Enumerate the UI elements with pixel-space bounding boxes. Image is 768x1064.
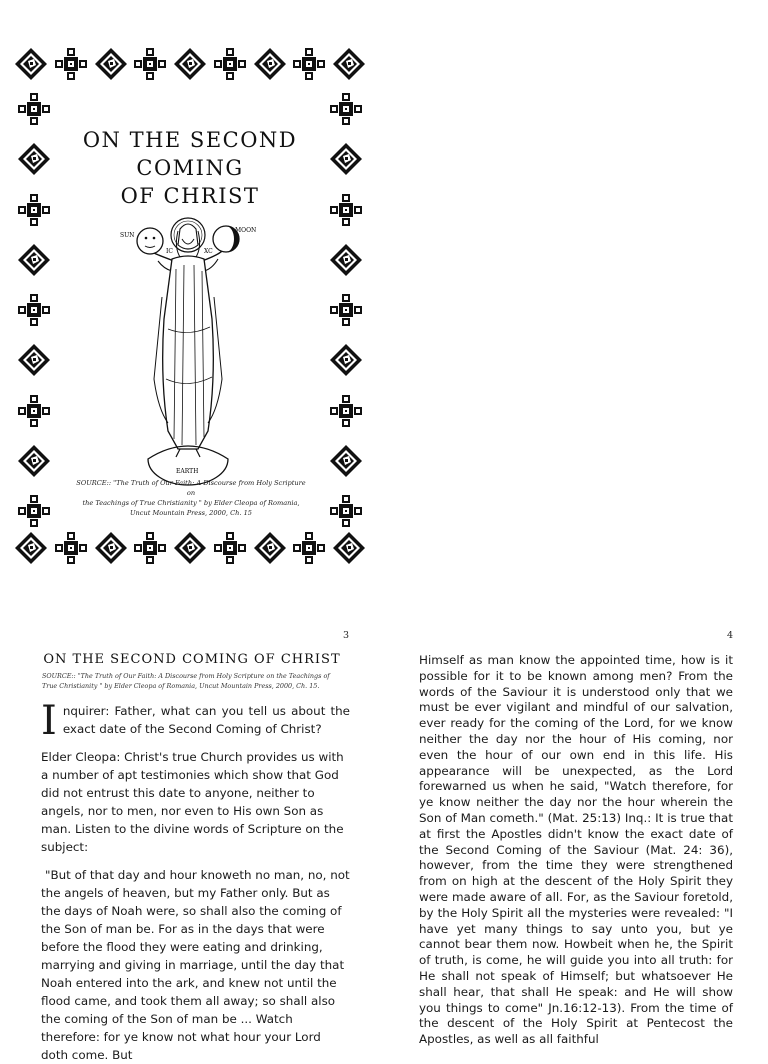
diamond-ornament-icon: [332, 531, 366, 565]
diamond-ornament-icon: [94, 531, 128, 565]
ic-label: IC: [166, 248, 173, 255]
cross-ornament-icon: [292, 531, 326, 565]
diamond-ornament-icon: [94, 47, 128, 81]
question-text: nquirer: Father, what can you tell us about the exact date of the Second Coming of Christ?: [62, 704, 350, 736]
xc-label: XC: [204, 248, 213, 255]
diamond-ornament-icon: [329, 243, 363, 277]
diamond-ornament-icon: [329, 142, 363, 176]
ornament-border-bottom: [14, 528, 366, 568]
diamond-ornament-icon: [332, 47, 366, 81]
ornament-border-left: [14, 92, 54, 528]
scripture-quote: "But of that day and hour knoweth no man, no, not the angels of heaven, but my Father only. But as the days of Noah were, so shall also the coming of the Son of man be. For as in the days that were before the flood they were eating and drinking, marrying and giving in marriage, until the day that Noah entered into the ark, and knew not until the flood came, and took them all away; so shall also the coming of the Son of man be ... Watch therefore: for ye know not what hour your Lord doth come. But: [41, 868, 350, 1062]
cross-ornament-icon: [329, 92, 363, 126]
diamond-ornament-icon: [253, 531, 287, 565]
cross-ornament-icon: [17, 293, 51, 327]
cover-page: [14, 44, 366, 574]
christ-pantocrator-illustration: [114, 209, 262, 481]
cross-ornament-icon: [292, 47, 326, 81]
cover-title: [70, 126, 310, 210]
page-title: ON THE SECOND COMING OF CHRIST: [43, 652, 341, 667]
cross-ornament-icon: [17, 92, 51, 126]
cross-ornament-icon: [213, 47, 247, 81]
cross-ornament-icon: [17, 394, 51, 428]
cross-ornament-icon: [54, 531, 88, 565]
cover-source-line-2: the Teachings of True Christianity " by Elder Cleopa of Romania,: [82, 499, 300, 507]
cross-ornament-icon: [54, 47, 88, 81]
page-3: [0, 620, 384, 1062]
diamond-ornament-icon: [14, 47, 48, 81]
body-text: Himself as man know the appointed time, how is it possible for it to be known among men? From the words of the Saviour it is understood only that we must be ever vigilant and mindful of our salvation, ever ready for the coming of the Lord, for we know neither the day nor the hour of His coming, nor even the hour of our own end in this life. His appearance will be unexpected, as the Lord forewarned us when he said, "Watch therefore, for ye know neither the day nor the hour wherein the Son of Man cometh." (Mat. 25:13) Inq.: It is true that at first the Apostles didn't know the exact date of the Second Coming of the Saviour (Mat. 24: 36), however, from the time they were strengthened from on high at the descent of the Holy Spirit they were made aware of all. For, as the Saviour foretold, by the Holy Spirit all the mysteries were revealed: "I have yet many things to say unto you, but ye cannot bear them now. Howbeit when he, the Spirit of truth, is come, he will guide you into all truth: for He shall not speak of Himself; but whatsoever He shall hear, that shall He speak: and He will show you things to come" Jn.16:12-13). From the time of the descent of the Holy Spirit at Pentecost the Apostles, as well as all faithful: [419, 653, 733, 1047]
ornament-border-top: [14, 44, 366, 84]
cross-ornament-icon: [329, 494, 363, 528]
cover-source-citation: [72, 478, 310, 518]
diamond-ornament-icon: [253, 47, 287, 81]
diamond-ornament-icon: [173, 47, 207, 81]
diamond-ornament-icon: [329, 444, 363, 478]
diamond-ornament-icon: [17, 343, 51, 377]
cross-ornament-icon: [329, 394, 363, 428]
page-4: [384, 620, 768, 1047]
diamond-ornament-icon: [173, 531, 207, 565]
cross-ornament-icon: [17, 494, 51, 528]
diamond-ornament-icon: [329, 343, 363, 377]
cover-title-line-2: OF CHRIST: [120, 184, 260, 208]
sun-orb: [137, 228, 163, 254]
cross-ornament-icon: [17, 193, 51, 227]
page-number: 4: [727, 630, 734, 641]
cover-source-line-1: SOURCE:: "The Truth of Our Faith: A Discourse from Holy Scripture on: [76, 479, 306, 497]
sun-label: SUN: [120, 232, 135, 239]
cross-ornament-icon: [133, 47, 167, 81]
diamond-ornament-icon: [17, 444, 51, 478]
cross-ornament-icon: [213, 531, 247, 565]
cross-ornament-icon: [329, 193, 363, 227]
page-body: [419, 653, 733, 1048]
page-body: [41, 698, 350, 1064]
diamond-ornament-icon: [17, 142, 51, 176]
cover-title-line-1: ON THE SECOND COMING: [82, 128, 298, 180]
ornament-border-right: [326, 92, 366, 528]
inquirer-question: [41, 698, 350, 744]
earth-label: EARTH: [176, 468, 199, 475]
diamond-ornament-icon: [17, 243, 51, 277]
diamond-ornament-icon: [14, 531, 48, 565]
moon-label: MOON: [235, 227, 257, 234]
drop-cap: I: [41, 698, 57, 744]
page-number: 3: [343, 630, 350, 641]
elder-answer: Elder Cleopa: Christ's true Church provides us with a number of apt testimonies which show that God did not entrust this date to anyone, neither to angels, nor to men, nor even to His own Son as man. Listen to the divine words of Scripture on the subject:: [41, 750, 344, 854]
cross-ornament-icon: [133, 531, 167, 565]
cross-ornament-icon: [329, 293, 363, 327]
cover-source-line-3: Uncut Mountain Press, 2000, Ch. 15: [129, 509, 253, 517]
source-citation: SOURCE:: "The Truth of Our Faith: A Discourse from Holy Scripture on the Teachings of True Christianity " by Elder Cleopa of Romania, Uncut Mountain Press, 2000, Ch. 15.: [42, 672, 330, 690]
